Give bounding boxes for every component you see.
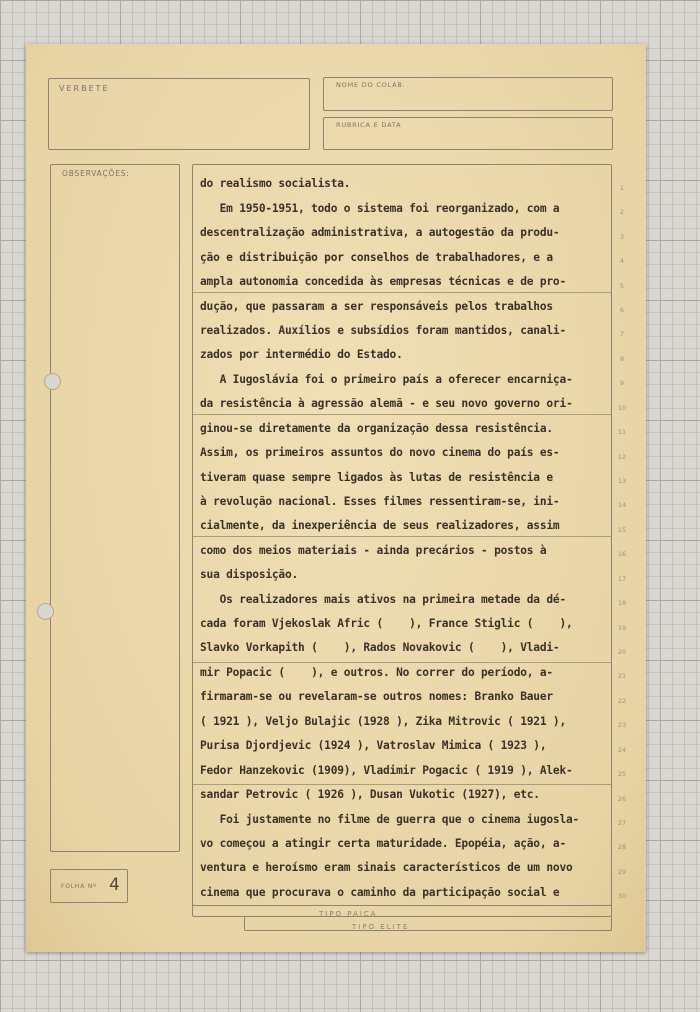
text-line: Em 1950-1951, todo o sistema foi reorganizado, com a xyxy=(200,202,560,215)
folha-box xyxy=(50,869,128,903)
text-line: do realismo socialista. xyxy=(200,177,351,190)
line-number: 18 xyxy=(617,599,627,607)
text-line: à revolução nacional. Esses filmes ressentiram-se, ini- xyxy=(200,495,560,508)
line-number: 21 xyxy=(617,672,627,680)
line-number: 25 xyxy=(617,770,627,778)
line-number: 24 xyxy=(617,746,627,754)
text-line: cada foram Vjekoslak Afric ( ), France Stiglic ( ), xyxy=(200,617,573,630)
text-line: Os realizadores mais ativos na primeira metade da dé- xyxy=(200,593,566,606)
line-number: 29 xyxy=(617,868,627,876)
text-line: Assim, os primeiros assuntos do novo cinema do país es- xyxy=(200,446,560,459)
text-line: da resistência à agressão alemã - e seu novo governo ori- xyxy=(200,397,573,410)
line-number: 19 xyxy=(617,624,627,632)
text-line: como dos meios materiais - ainda precários - postos à xyxy=(200,544,547,557)
text-line: realizados. Auxílios e subsídios foram mantidos, canali- xyxy=(200,324,566,337)
text-line: firmaram-se ou revelaram-se outros nomes: Branko Bauer xyxy=(200,690,553,703)
text-line: vo começou a atingir certa maturidade. Epopéia, ação, a- xyxy=(200,837,566,850)
text-line: sua disposição. xyxy=(200,568,299,581)
line-number: 8 xyxy=(619,355,625,363)
tipo-elite-guide xyxy=(244,916,612,931)
observacoes-box xyxy=(50,164,180,852)
text-line: Slavko Vorkapith ( ), Rados Novakovic ( ), Vladi- xyxy=(200,641,560,654)
text-line: ampla autonomia concedida às empresas técnicas e de pro- xyxy=(200,275,566,288)
line-number: 15 xyxy=(617,526,627,534)
text-line: ção e distribuição por conselhos de trabalhadores, e a xyxy=(200,251,553,264)
line-number: 4 xyxy=(619,257,625,265)
rubrica-box xyxy=(323,117,613,150)
observacoes-label: OBSERVAÇÕES: xyxy=(62,169,130,178)
line-number: 2 xyxy=(619,208,625,216)
line-number: 26 xyxy=(617,795,627,803)
text-line: cialmente, da inexperiência de seus realizadores, assim xyxy=(200,519,560,532)
verbete-label: VERBETE xyxy=(59,84,110,93)
line-number: 13 xyxy=(617,477,627,485)
punch-hole-bottom xyxy=(37,603,54,620)
line-number: 23 xyxy=(617,721,627,729)
text-line: Purisa Djordjevic (1924 ), Vatroslav Mimica ( 1923 ), xyxy=(200,739,547,752)
line-number: 14 xyxy=(617,501,627,509)
line-number: 30 xyxy=(617,892,627,900)
line-number: 27 xyxy=(617,819,627,827)
line-number: 1 xyxy=(619,184,625,192)
line-number: 16 xyxy=(617,550,627,558)
text-line: ginou-se diretamente da organização dessa resistência. xyxy=(200,422,553,435)
text-line: Fedor Hanzekovic (1909), Vladimir Pogacic ( 1919 ), Alek- xyxy=(200,764,573,777)
rubrica-label: RUBRICA E DATA xyxy=(336,121,402,129)
text-line: tiveram quase sempre ligados às lutas de resistência e xyxy=(200,471,553,484)
punch-hole-top xyxy=(44,373,61,390)
text-line: Foi justamente no filme de guerra que o cinema iugosla- xyxy=(200,813,580,826)
line-number: 20 xyxy=(617,648,627,656)
text-line: ( 1921 ), Veljo Bulajic (1928 ), Zika Mitrovic ( 1921 ), xyxy=(200,715,566,728)
tipo-elite-label: TIPO ELITE xyxy=(352,923,410,931)
line-number: 22 xyxy=(617,697,627,705)
text-line: ventura e heroísmo eram sinais característicos de um novo xyxy=(200,861,573,874)
line-number: 7 xyxy=(619,330,625,338)
line-number: 11 xyxy=(617,428,627,436)
line-number: 28 xyxy=(617,843,627,851)
nome-colab-label: NOME DO COLAB. xyxy=(336,81,406,89)
line-number: 10 xyxy=(617,404,627,412)
line-number: 3 xyxy=(619,233,625,241)
line-number: 12 xyxy=(617,453,627,461)
line-number: 6 xyxy=(619,306,625,314)
text-line: mir Popacic ( ), e outros. No correr do período, a- xyxy=(200,666,553,679)
text-line: A Iugoslávia foi o primeiro país a oferecer encarniça- xyxy=(200,373,573,386)
tipo-paica-label: TIPO PAICA xyxy=(319,910,378,918)
folha-label: FOLHA Nº xyxy=(61,883,97,890)
text-line: zados por intermédio do Estado. xyxy=(200,348,403,361)
line-number: 5 xyxy=(619,282,625,290)
verbete-box xyxy=(48,78,310,150)
text-line: sandar Petrovic ( 1926 ), Dusan Vukotic (1927), etc. xyxy=(200,788,540,801)
text-line: dução, que passaram a ser responsáveis pelos trabalhos xyxy=(200,300,553,313)
nome-colab-box xyxy=(323,77,613,111)
text-line: descentralização administrativa, a autogestão da produ- xyxy=(200,226,560,239)
line-number: 17 xyxy=(617,575,627,583)
folha-number: 4 xyxy=(109,875,120,895)
line-number: 9 xyxy=(619,379,625,387)
text-line: cinema que procurava o caminho da participação social e xyxy=(200,886,560,899)
